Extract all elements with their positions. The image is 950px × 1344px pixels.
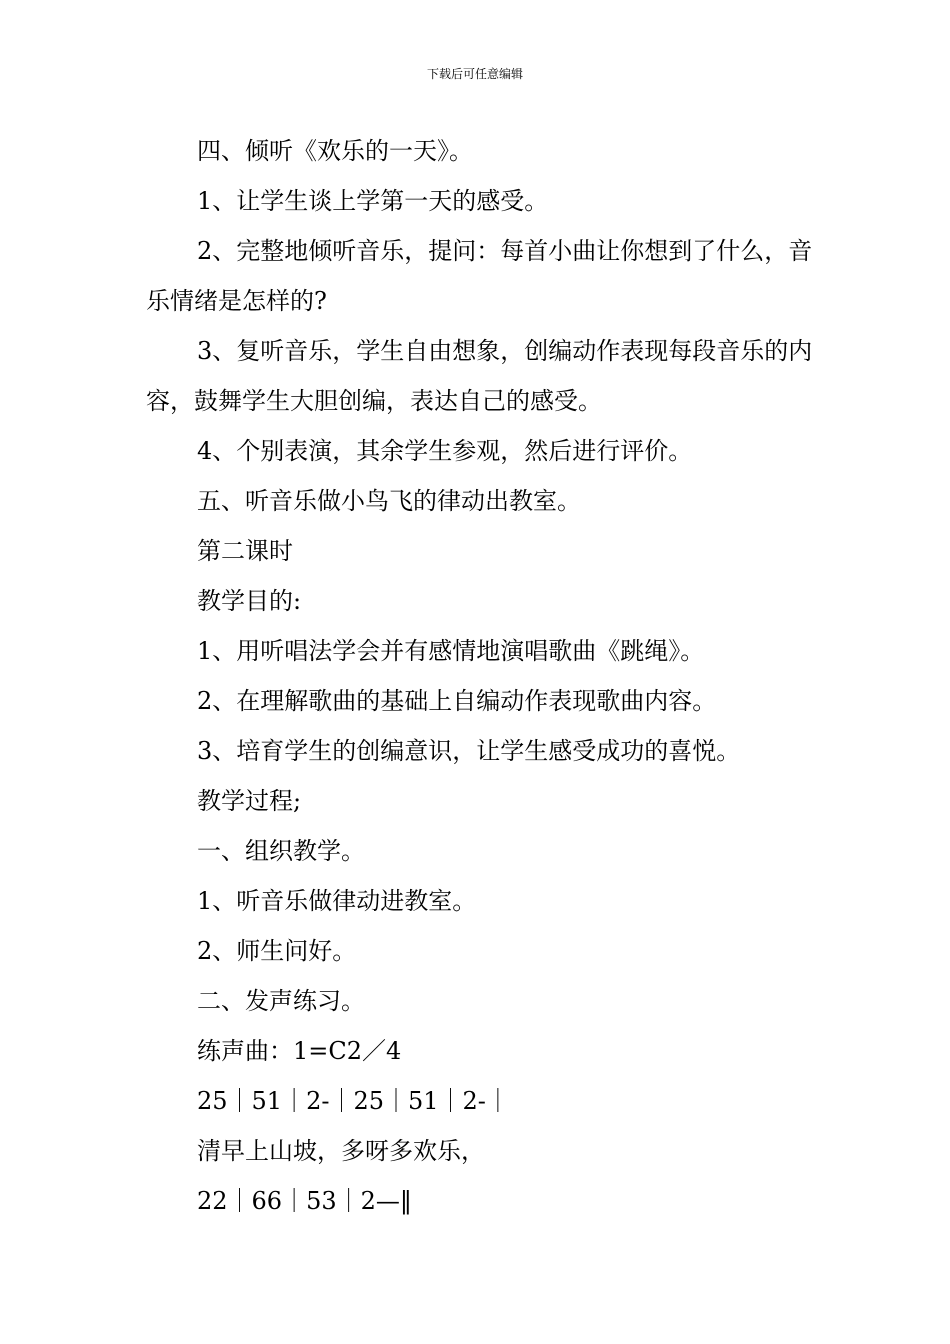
list-item: 1、用听唱法学会并有感情地演唱歌曲《跳绳》。 [197, 637, 705, 665]
list-item: 4、个别表演，其余学生参观，然后进行评价。 [197, 437, 693, 465]
list-item: 2、完整地倾听音乐，提问：每首小曲让你想到了什么，音乐情绪是怎样的? [146, 237, 813, 315]
section-heading-1: 一、组织教学。 [197, 837, 365, 865]
page-header: 下载后可任意编辑 [426, 67, 523, 81]
notation-line: 22｜66｜53｜2—‖ [197, 1187, 412, 1215]
list-item: 1、让学生谈上学第一天的感受。 [197, 187, 549, 215]
section-heading-4: 四、倾听《欢乐的一天》。 [197, 137, 473, 165]
list-item: 2、在理解歌曲的基础上自编动作表现歌曲内容。 [197, 687, 717, 715]
exercise-key-line: 练声曲：1=C2／4 [197, 1037, 402, 1065]
lyrics-line: 清早上山坡，多呀多欢乐， [197, 1137, 485, 1165]
list-item: 2、师生问好。 [197, 937, 357, 965]
list-item: 3、培育学生的创编意识，让学生感受成功的喜悦。 [197, 737, 741, 765]
section-heading-2: 二、发声练习。 [197, 987, 365, 1015]
lesson-title: 第二课时 [197, 537, 293, 565]
list-item: 3、复听音乐，学生自由想象，创编动作表现每段音乐的内容，鼓舞学生大胆创编，表达自己的感受。 [146, 337, 813, 415]
document-body [146, 126, 826, 1226]
notation-line: 25｜51｜2-｜25｜51｜2-｜ [197, 1087, 510, 1115]
objectives-heading: 教学目的: [197, 587, 302, 615]
list-item: 1、听音乐做律动进教室。 [197, 887, 477, 915]
process-heading: 教学过程; [197, 787, 302, 815]
section-heading-5: 五、听音乐做小鸟飞的律动出教室。 [197, 487, 581, 515]
